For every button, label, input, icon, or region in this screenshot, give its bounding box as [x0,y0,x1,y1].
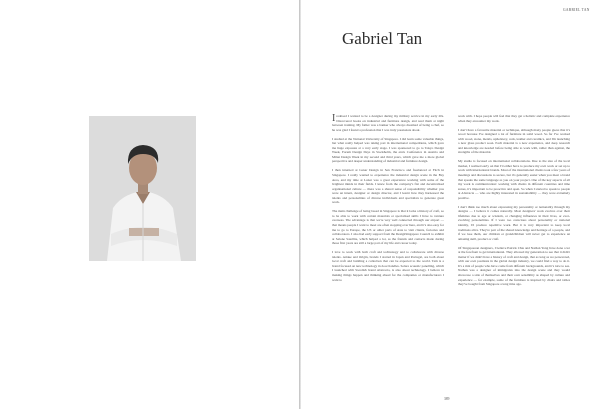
paragraph: Irealised I wanted to be a designer during my military service in my early 20s. Discovered books on industrial and furniture design, and read them at night between training. My father was a banker who always dreamed of being a chef, so he was glad I found a profession that I was truly passionate about. [332,114,444,132]
paragraph: I love to work with both craft and technology and to collaborate with diverse talents. Ariake and Origin, brands I started in Japan and Portugal, are both about local craft and building a collection that can be exported to the world. Tam is a brand focused on new technology in door handles. Solara acoustic panelling, which I launched with Swedish brand Abstracta, is also about technology. I believe in making things happen and thinking ahead for the companies or manufacturers I want to [332,250,444,282]
paragraph: Of Singaporean designers, I believe Patrick Chia and Nathan Yong have done a lot at the forefront to get international. They allowed my generation to see that it didn't matter if we didn't have a history of craft and design, that as long as we persevered, with our own positions in the global design industry, we could find a way to do it. It's a mix of people who have come from different backgrounds, and it's nice to see. Nathan was a designer of immigrants into the design scene and they would showcase a side of themselves and their own sensibility as shaped by culture and experience — for example, some of the furniture is inspired by chairs and tables they've bought from Singapore a long time ago. [458,245,570,287]
paragraph: My studio is focused on international collaborations. Due to the size of the local market, I realised early on that I'd either have to produce my own work or set up to work with international brands. Most of the international clients took a few years of meetings and discussions to secure, but it's generally easier when you meet a brand that speaks the same language as you on your project. One of the key aspects of all my work is communication: working with clients in different countries and time zones, it's important to be proactive and open. So when I started to speak to people at Abstracta — who are highly interested in sustainability — they were extremely positive. [458,159,570,200]
paragraph: I don't have a favourite material or technique, although many people guess that it's wood because I've designed a lot of furniture in solid wood. So far I've worked with wood, stone, metals, upholstery, cork, leather and ceramics, and I'm launching a new glass product soon. Each material is a new experience, and deep research and knowledge are needed before being able to work with, rather than against, the strengths of the material. [458,127,570,155]
text-column-right [458,114,570,382]
paragraph: work with. I hope people will feel that they get a holistic and complete experience when they encounter my work. [458,114,570,123]
text-column-left [332,114,444,382]
paragraph: I don't think too much about expressing my personality or nationality through my designs — I believe it comes naturally. Most designers' work evolves over their lifetimes due to age or wisdom, or changing influences in their lives, or ever-evolving personalities. If I were too conscious about personality or national identity, I'd produce repetitive work. But it is very important to keep local traditions alive. They're part of the shared knowledge and heritage of a people, and if we lose them, our children or grandchildren will never get to experience an amazing skill, product or craft. [458,204,570,241]
paragraph: The main challenge of being based in Singapore is that it lacks a history of craft, so to be able to work with certain materials or specialised skills I have to venture overseas. The advantage is that we're very well connected through our airport — that means people I want to meet are often stopping over here, and it's also easy for me to go to Europe, the US or other parts of Asia to visit clients, factories and collaborators. I also had early support from the DesignSingapore Council to exhibit at Salone Satellite, which helped a lot, as the friends and contacts made during those first years are still a large part of my life and career today. [332,209,444,246]
left-page [0,0,299,409]
running-head: GABRIEL TAN [563,8,590,12]
portrait-photo [89,116,196,261]
right-page [301,0,600,409]
portrait-photo-icon [89,116,196,261]
paragraph: I studied at the National University of Singapore. I did learn some valuable things, but what really helped was taking part in international competitions, which gave me huge exposure at a very early stage. I was sponsored to go to Tokyo Design Week, Forum Design Days in Stockholm, the envu Conference in Austria and Milan Design Week in my second and third years, which gave me a more global perspective and deeper understanding of industrial and furniture design. [332,136,444,164]
page-title: Gabriel Tan [342,29,423,48]
page-number: 389 [444,397,450,401]
paragraph: I then interned at Lunar Design in San Francisco and freelanced at Fitch in Singapore. I really wanted to experience the industrial design scene in the Bay Area, and my time at Lunar was a great experience working with some of the brightest minds in their fields. I knew from the company's flat and decentralised organisational culture — there was a shared sense of responsibility whether you were an intern, designer or design director, and I learnt how they harnessed the talents and personalities of diverse individuals and specialists to generate great work. [332,168,444,205]
